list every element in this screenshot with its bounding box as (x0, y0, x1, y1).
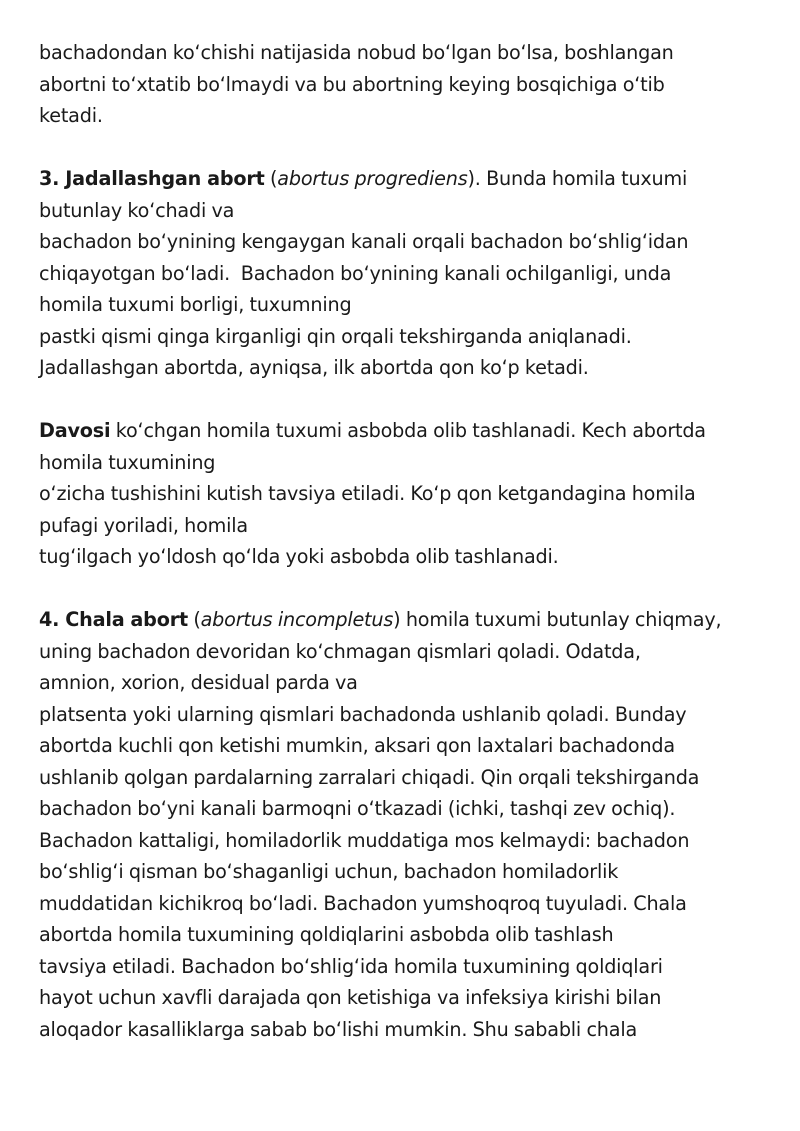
section-3-number: 3. (39, 167, 60, 190)
text-line: aloqador kasalliklarga sabab bo‘lishi mumkin. Shu sababli chala (39, 1017, 638, 1041)
section-3-title: Jadallashgan abort (65, 167, 265, 190)
section-4-latin-term: abortus incompletus (200, 608, 394, 631)
section-3-open-paren: ( (264, 167, 278, 190)
text-line: homila tuxumi borligi, tuxumning (39, 293, 352, 316)
document-page (39, 37, 769, 1045)
section-4-title: Chala abort (65, 608, 188, 631)
section-4-first-line-rest: ) homila tuxumi butunlay chiqmay, (393, 608, 722, 631)
text-line: ketadi. (39, 104, 103, 127)
section-3-first-line (39, 163, 769, 195)
text-line: bachadon bo‘yni kanali barmoqni o‘tkazadi (ichki, tashqi zev ochiq). (39, 797, 676, 820)
text-line: tug‘ilgach yo‘ldosh qo‘lda yoki asbobda olib tashlanadi. (39, 545, 559, 568)
section-4-paragraph (39, 604, 769, 1045)
text-line: Jadallashgan abortda, ayniqsa, ilk abortda qon ko‘p ketadi. (39, 356, 589, 379)
text-line: bachadon bo‘ynining kengaygan kanali orqali bachadon bo‘shlig‘idan (39, 230, 689, 253)
intro-paragraph (39, 37, 769, 132)
text-line: bachadondan ko‘chishi natijasida nobud bo‘lgan bo‘lsa, boshlangan (39, 41, 674, 64)
paragraph-gap (39, 132, 769, 164)
text-line: uning bachadon devoridan ko‘chmagan qismlari qoladi. Odatda, (39, 639, 641, 663)
text-line: ushlanib qolgan pardalarning zarralari chiqadi. Qin orqali tekshirganda (39, 765, 700, 789)
text-line: pastki qismi qinga kirganligi qin orqali tekshirganda aniqlanadi. (39, 324, 632, 348)
text-line: abortni to‘xtatib bo‘lmaydi va bu abortning keying bosqichiga o‘tib (39, 72, 665, 96)
section-3-first-line-rest: ). Bunda homila tuxumi (467, 167, 688, 190)
text-line: pufagi yoriladi, homila (39, 513, 248, 537)
text-line: bo‘shlig‘i qisman bo‘shaganligi uchun, bachadon homiladorlik (39, 860, 619, 883)
paragraph-gap (39, 384, 769, 416)
treatment-paragraph (39, 415, 769, 573)
paragraph-gap (39, 573, 769, 605)
text-line: Bachadon kattaligi, homiladorlik muddatiga mos kelmaydi: bachadon (39, 828, 690, 852)
text-line: platsenta yoki ularning qismlari bachadonda ushlanib qoladi. Bunday (39, 702, 687, 726)
section-4-number: 4. (39, 608, 60, 631)
section-4-open-paren: ( (187, 608, 201, 631)
treatment-first-line (39, 415, 769, 447)
text-line: muddatidan kichikroq bo‘ladi. Bachadon yumshoqroq tuyuladi. Chala (39, 891, 687, 915)
treatment-first-line-rest: ko‘chgan homila tuxumi asbobda olib tashlanadi. Kech abortda (110, 419, 706, 442)
section-3-paragraph (39, 163, 769, 384)
treatment-title: Davosi (39, 419, 111, 442)
text-line: homila tuxumining (39, 450, 216, 474)
text-line: o‘zicha tushishini kutish tavsiya etiladi. Ko‘p qon ketgandagina homila (39, 482, 696, 505)
text-line: chiqayotgan bo‘ladi. Bachadon bo‘ynining kanali ochilganligi, unda (39, 261, 672, 285)
text-line: abortda homila tuxumining qoldiqlarini asbobda olib tashlash (39, 923, 614, 946)
text-line: amnion, xorion, desidual parda va (39, 671, 358, 694)
text-line: abortda kuchli qon ketishi mumkin, aksari qon laxtalari bachadonda (39, 734, 675, 757)
text-line: butunlay ko‘chadi va (39, 198, 235, 222)
text-line: tavsiya etiladi. Bachadon bo‘shlig‘ida homila tuxumining qoldiqlari (39, 954, 663, 978)
text-line: hayot uchun xavfli darajada qon ketishiga va infeksiya kirishi bilan (39, 986, 662, 1009)
section-3-latin-term: abortus progrediens (277, 167, 468, 190)
section-4-first-line (39, 604, 769, 636)
